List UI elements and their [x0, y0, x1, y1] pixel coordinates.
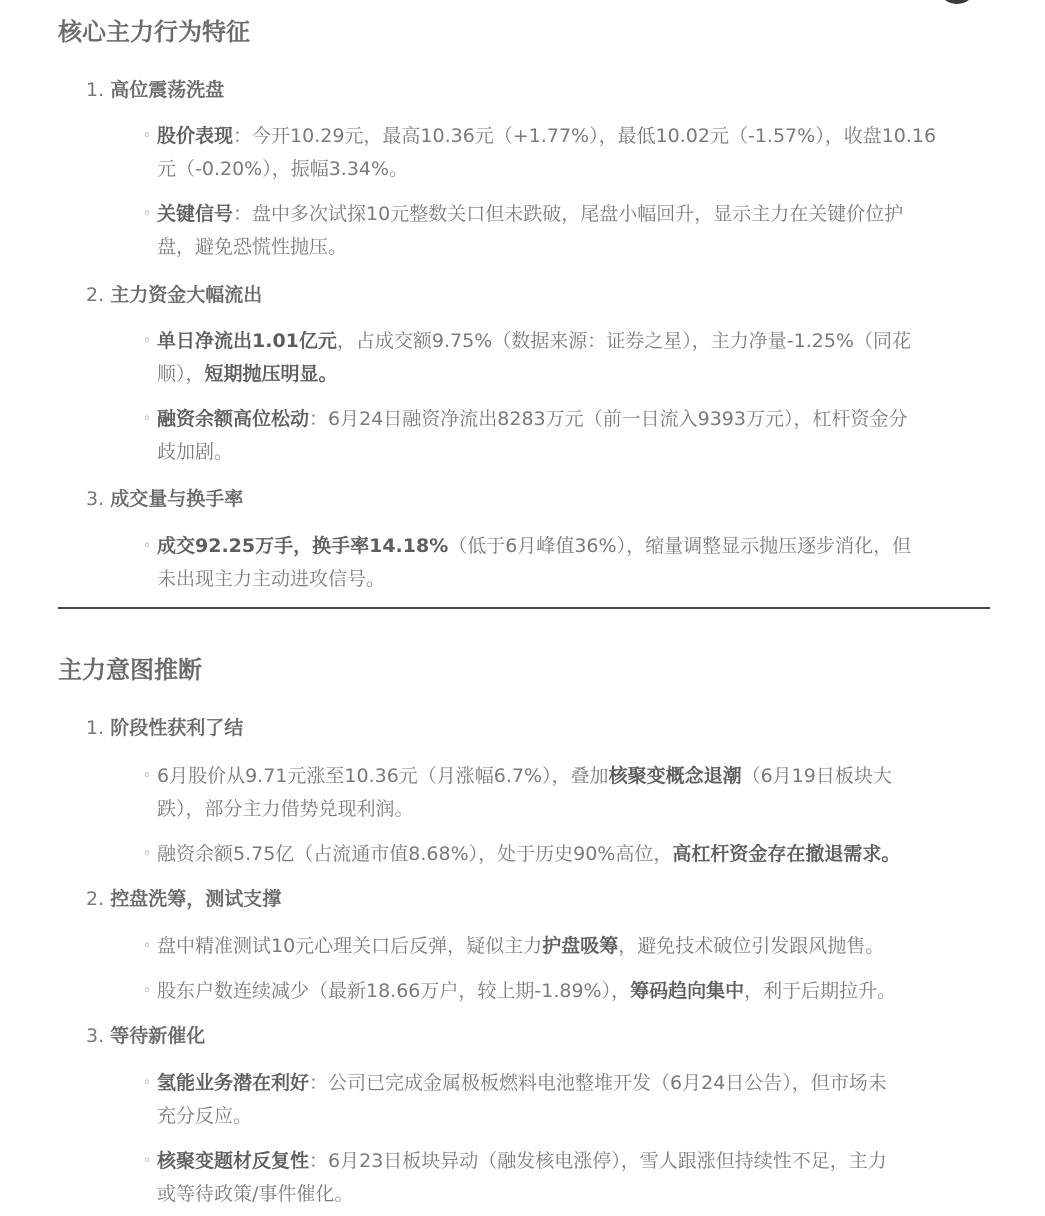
list-item [143, 760, 993, 826]
item-heading: 主力资金大幅流出 [110, 284, 263, 306]
bullet-text-line [157, 930, 993, 963]
bullet-icon: ◦ [143, 938, 152, 954]
bold-text: 筹码趋向集中 [630, 980, 745, 1002]
body-text: 6月股价从9.71元涨至10.36元（月涨幅6.7%），叠加 [157, 765, 609, 787]
numbered-item-2: 2. 主力资金大幅流出 [86, 284, 263, 306]
divider [58, 607, 990, 609]
numbered-item-1: 1. 高位震荡洗盘 [86, 79, 225, 101]
section-title-core-behavior: 核心主力行为特征 [58, 18, 250, 46]
body-text: （低于6月峰值36%），缩量调整显示抛压逐步消化，但 [448, 535, 912, 557]
bullet-icon: ◦ [143, 768, 152, 784]
body-text: ，利于后期拉升。 [744, 980, 897, 1002]
body-text: 盘，避免恐慌性抛压。 [157, 236, 348, 258]
bullet-icon: ◦ [143, 983, 152, 999]
bold-text: 融资余额高位松动 [157, 408, 310, 430]
body-text: ，占成交额9.75%（数据来源：证券之星），主力净量-1.25%（同花 [336, 330, 911, 352]
bullet-icon: ◦ [143, 411, 152, 427]
bullet-text-line [157, 793, 993, 826]
item-heading: 控盘洗筹，测试支撑 [110, 888, 282, 910]
list-item [143, 838, 993, 871]
body-text: 融资余额5.75亿（占流通市值8.68%），处于历史90%高位， [157, 843, 673, 865]
bullet-icon: ◦ [143, 538, 152, 554]
bullet-icon: ◦ [143, 846, 152, 862]
bullet-icon: ◦ [143, 128, 152, 144]
item-heading: 高位震荡洗盘 [110, 79, 225, 101]
bold-text: 氢能业务潜在利好 [157, 1072, 310, 1094]
bullet-icon: ◦ [143, 1075, 152, 1091]
bullet-icon: ◦ [143, 1153, 152, 1169]
body-text: 歧加剧。 [157, 441, 234, 463]
body-text: 未出现主力主动进攻信号。 [157, 568, 386, 590]
bullet-text-line [157, 153, 993, 186]
body-text: 顺）， [157, 363, 205, 385]
bold-text: 短期抛压明显。 [204, 363, 338, 385]
bullet-text-line [157, 120, 993, 153]
bullet-text-line [157, 436, 993, 469]
body-text: ，避免技术破位引发跟风抛售。 [618, 935, 885, 957]
bullet-text-line [157, 530, 993, 563]
bullet-text-line [157, 760, 993, 793]
bold-text: 单日净流出1.01亿元 [157, 330, 337, 352]
body-text: 股东户数连续减少（最新18.66万户，较上期-1.89%）， [157, 980, 631, 1002]
numbered-item-1: 1. 阶段性获利了结 [86, 717, 244, 739]
item-heading: 成交量与换手率 [110, 488, 244, 510]
body-text: ：公司已完成金属极板燃料电池整堆开发（6月24日公告），但市场未 [309, 1072, 887, 1094]
bold-text: 核聚变题材反复性 [157, 1150, 310, 1172]
list-item [143, 930, 993, 963]
bullet-text-line [157, 1178, 993, 1211]
list-item [143, 1067, 993, 1133]
list-item [143, 325, 993, 391]
bullet-text-line [157, 563, 993, 596]
bullet-text-line [157, 198, 993, 231]
bullet-text-line [157, 231, 993, 264]
list-item [143, 120, 993, 186]
list-item [143, 1145, 993, 1211]
body-text: 跌），部分主力借势兑现利润。 [157, 798, 414, 820]
bullet-text-line [157, 403, 993, 436]
bullet-icon: ◦ [143, 333, 152, 349]
bullet-text-line [157, 975, 993, 1008]
avatar[interactable] [937, 0, 977, 4]
bold-text: 护盘吸筹 [542, 935, 619, 957]
list-item [143, 530, 993, 596]
item-heading: 阶段性获利了结 [110, 717, 244, 739]
body-text: 盘中精准测试10元心理关口后反弹，疑似主力 [157, 935, 543, 957]
bullet-text-line [157, 1100, 993, 1133]
bullet-text-line [157, 838, 993, 871]
bullet-text-line [157, 1067, 993, 1100]
numbered-item-2: 2. 控盘洗筹，测试支撑 [86, 888, 282, 910]
body-text: ：6月24日融资净流出8283万元（前一日流入9393万元），杠杆资金分 [309, 408, 908, 430]
section-title-intent: 主力意图推断 [58, 656, 202, 684]
bullet-text-line [157, 358, 993, 391]
item-heading: 等待新催化 [110, 1025, 206, 1047]
numbered-item-3: 3. 等待新催化 [86, 1025, 206, 1047]
bold-text: 成交92.25万手，换手率14.18% [157, 535, 449, 557]
body-text: 或等待政策/事件催化。 [157, 1183, 354, 1205]
bold-text: 核聚变概念退潮 [608, 765, 742, 787]
list-item [143, 198, 993, 264]
body-text: ：6月23日板块异动（融发核电涨停），雪人跟涨但持续性不足，主力 [309, 1150, 887, 1172]
bold-text: 股价表现 [157, 125, 234, 147]
body-text: 元（-0.20%），振幅3.34%。 [157, 158, 409, 180]
list-item [143, 975, 993, 1008]
body-text: ：盘中多次试探10元整数关口但未跌破，尾盘小幅回升，显示主力在关键价位护 [233, 203, 904, 225]
list-item [143, 403, 993, 469]
bold-text: 关键信号 [157, 203, 234, 225]
bullet-icon: ◦ [143, 206, 152, 222]
bold-text: 高杠杆资金存在撤退需求。 [672, 843, 901, 865]
body-text: ：今开10.29元，最高10.36元（+1.77%），最低10.02元（-1.57%），收盘10.16 [233, 125, 937, 147]
body-text: 充分反应。 [157, 1105, 253, 1127]
body-text: （6月19日板块大 [741, 765, 892, 787]
numbered-item-3: 3. 成交量与换手率 [86, 488, 244, 510]
bullet-text-line [157, 325, 993, 358]
bullet-text-line [157, 1145, 993, 1178]
